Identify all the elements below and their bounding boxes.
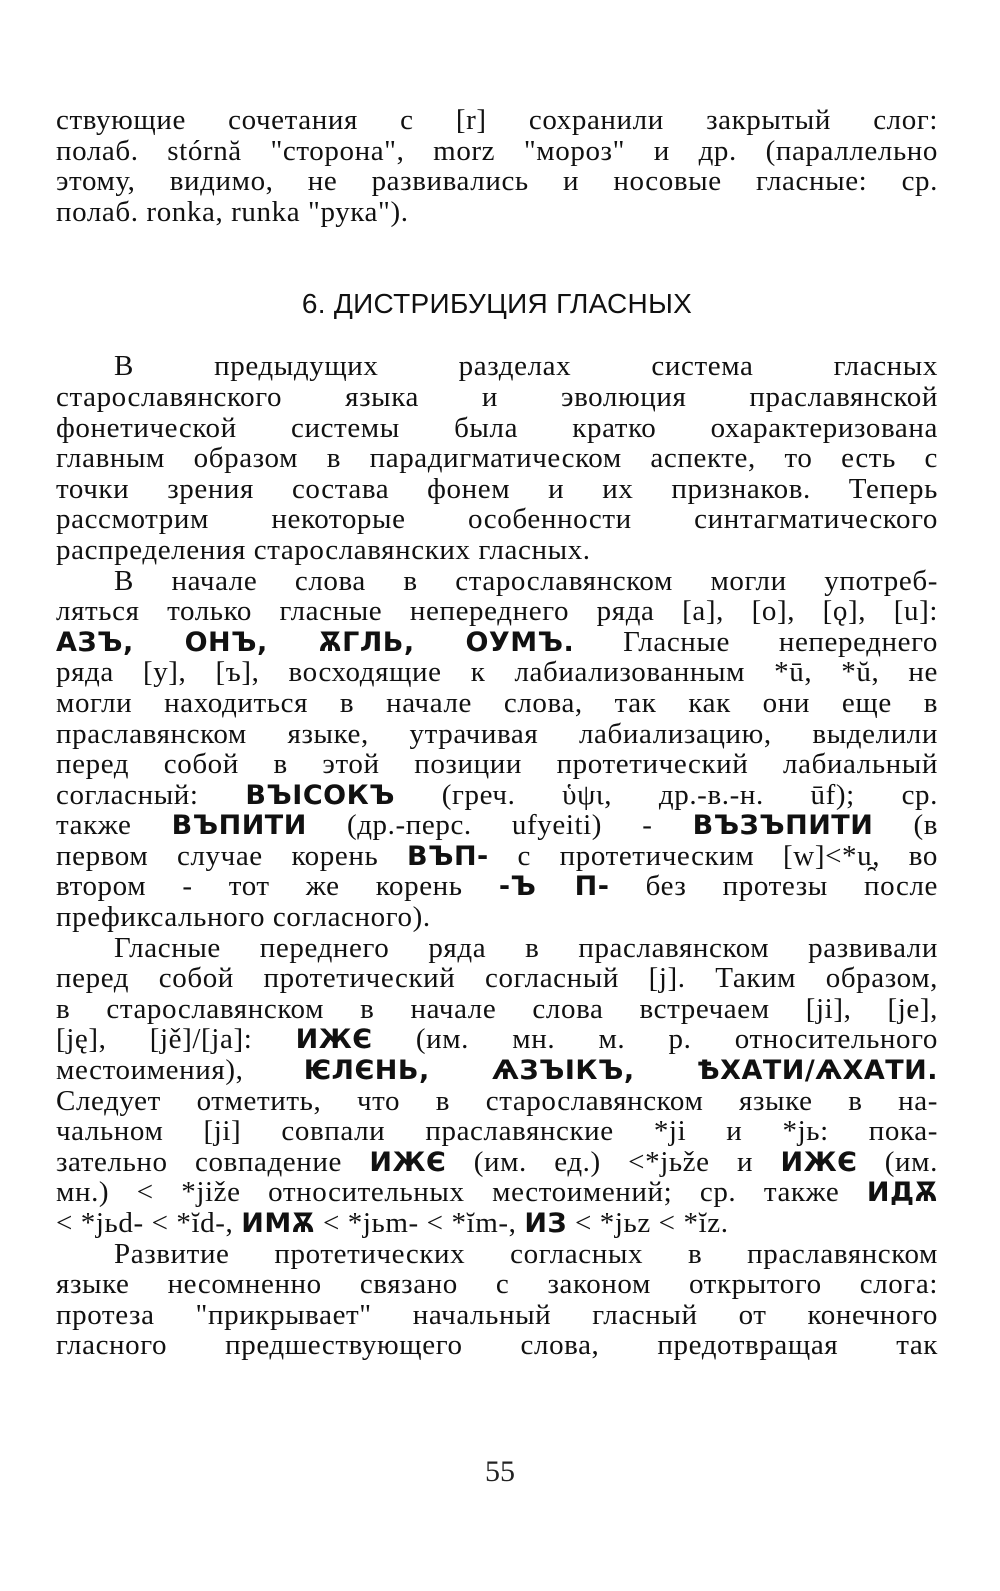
text-line: Развитие протетических согласных в праславянском <box>114 1237 938 1270</box>
paragraph-intro <box>56 351 938 565</box>
text-line: могли находиться в начале слова, так как они еще в <box>56 686 938 719</box>
text-fragment: (им. <box>857 1145 938 1178</box>
text-fragment: согласный: <box>56 778 246 811</box>
text-line: рассмотрим некоторые особенности синтагматического <box>56 503 938 536</box>
text-fragment: (в <box>873 809 938 842</box>
text-line <box>56 780 938 811</box>
text-line: точки зрения состава фонем и их признаков. Теперь <box>56 472 938 505</box>
text-fragment: мн.) < *jiže относительных местоимений; ср. также <box>56 1176 867 1209</box>
text-line: перед собой протетический согласный [j]. Таким образом, <box>56 962 938 995</box>
text-line: в старославянском в начале слова встречаем [ji], [je], <box>56 992 938 1025</box>
text-fragment: [ję], [jě]/[ja]: <box>56 1023 296 1056</box>
text-line <box>56 871 938 902</box>
text-line <box>56 1055 938 1086</box>
text-line: перед собой в этой позиции протетический лабиальный <box>56 748 938 781</box>
text-line <box>56 1147 938 1178</box>
text-line: ствующие сочетания с [r] сохранили закрытый слог: <box>56 104 938 136</box>
text-line <box>56 810 938 841</box>
old-church-slavonic-word: ИЗ <box>524 1208 568 1239</box>
text-line <box>56 1208 938 1239</box>
old-church-slavonic-words: ѤЛЄНЬ, ѦЗЪІКЪ, ѢХАТИ/ѦХАТИ. <box>303 1055 938 1087</box>
text-line: праславянском языке, утрачивая лабиализацию, выделили <box>56 717 938 750</box>
text-line <box>56 841 938 872</box>
text-fragment: < *jьm- < *ĭm-, <box>315 1207 525 1239</box>
text-line: В предыдущих разделах система гласных <box>114 350 938 383</box>
text-fragment: местоимения), <box>56 1054 304 1087</box>
text-line: этому, видимо, не развивались и носовые гласные: ср. <box>56 165 938 198</box>
text-fragment: с протетическим [w]<*u̯, во <box>488 839 938 872</box>
text-line <box>56 627 938 658</box>
text-line: протеза "прикрывает" начальный гласный от конечного <box>56 1298 938 1331</box>
text-line: полаб. stórnă "сторона", morz "мороз" и др. (параллельно <box>56 134 938 167</box>
page-number: 55 <box>485 1455 515 1488</box>
text-fragment: (им. ед.) <*jьže и <box>446 1145 781 1178</box>
section-heading: 6. ДИСТРИБУЦИЯ ГЛАСНЫХ <box>301 288 693 320</box>
text-fragment: (греч. ὑψι, др.-в.-н. ūf); ср. <box>395 778 938 811</box>
text-fragment: втором - тот же корень <box>56 870 499 903</box>
text-fragment: (им. мн. м. р. относительного <box>372 1023 939 1056</box>
text-line: Гласные переднего ряда в праславянском развивали <box>114 931 938 964</box>
text-fragment: первом случае корень <box>56 839 407 872</box>
text-line: полаб. ronka, runka "рука"). <box>56 195 409 228</box>
text-line: В начале слова в старославянском могли употреб- <box>114 564 938 597</box>
old-church-slavonic-word: -Ъ П- <box>498 871 610 903</box>
old-church-slavonic-word: ВЪІСОКЪ <box>245 779 396 811</box>
continuation-paragraph <box>56 105 938 227</box>
paragraph-back-vowels <box>56 566 938 933</box>
text-line: ляться только гласные непереднего ряда [a], [o], [ǫ], [u]: <box>56 595 938 628</box>
text-line: префиксального согласного). <box>56 901 431 934</box>
text-line: старославянского языка и эволюция праславянской <box>56 380 938 413</box>
text-fragment: зательно совпадение <box>56 1145 370 1178</box>
text-fragment: < *jьd- < *ĭd-, <box>56 1207 242 1239</box>
old-church-slavonic-word: ИДѪ <box>866 1177 938 1209</box>
text-line: чальном [ji] совпали праславянские *ji и *jь: пока- <box>56 1115 938 1148</box>
page-body <box>56 105 938 1361</box>
text-line <box>56 1177 938 1208</box>
text-fragment: (др.-перс. ufyeiti) - <box>306 809 693 842</box>
old-church-slavonic-word: ИЖЄ <box>295 1024 373 1056</box>
text-fragment: также <box>56 809 172 842</box>
text-line: главным образом в парадигматическом аспекте, то есть с <box>56 442 938 475</box>
old-church-slavonic-word: ВЪП- <box>407 840 489 872</box>
text-fragment: Гласные непереднего <box>574 625 939 658</box>
text-line: фонетической системы была кратко охарактеризована <box>56 411 938 444</box>
text-fragment: без протезы после <box>609 870 938 903</box>
paragraph-front-vowels <box>56 933 938 1239</box>
old-church-slavonic-word: ИМѪ <box>241 1208 316 1239</box>
text-line: Следует отметить, что в старославянском языке в на- <box>56 1084 938 1117</box>
text-line <box>56 1024 938 1055</box>
text-fragment: < *jьz < *ĭz. <box>567 1207 729 1239</box>
old-church-slavonic-word: ВЪЗЪПИТИ <box>692 810 874 842</box>
paragraph-prothesis <box>56 1239 938 1361</box>
old-church-slavonic-word: ВЪПИТИ <box>171 810 307 842</box>
text-line: языке несомненно связано с законом открытого слога: <box>56 1268 938 1301</box>
old-church-slavonic-words: ΑЗЪ, ОНЪ, ѪГЛЬ, ОУМЪ. <box>56 626 575 658</box>
old-church-slavonic-word: ИЖЄ <box>369 1146 447 1178</box>
text-line: гласного предшествующего слова, предотвращая так <box>56 1329 938 1362</box>
text-line: распределения старославянских гласных. <box>56 533 591 566</box>
old-church-slavonic-word: ИЖЄ <box>780 1146 858 1178</box>
text-line: ряда [y], [ъ], восходящие к лабиализованным *ū, *ŭ, не <box>56 656 938 689</box>
